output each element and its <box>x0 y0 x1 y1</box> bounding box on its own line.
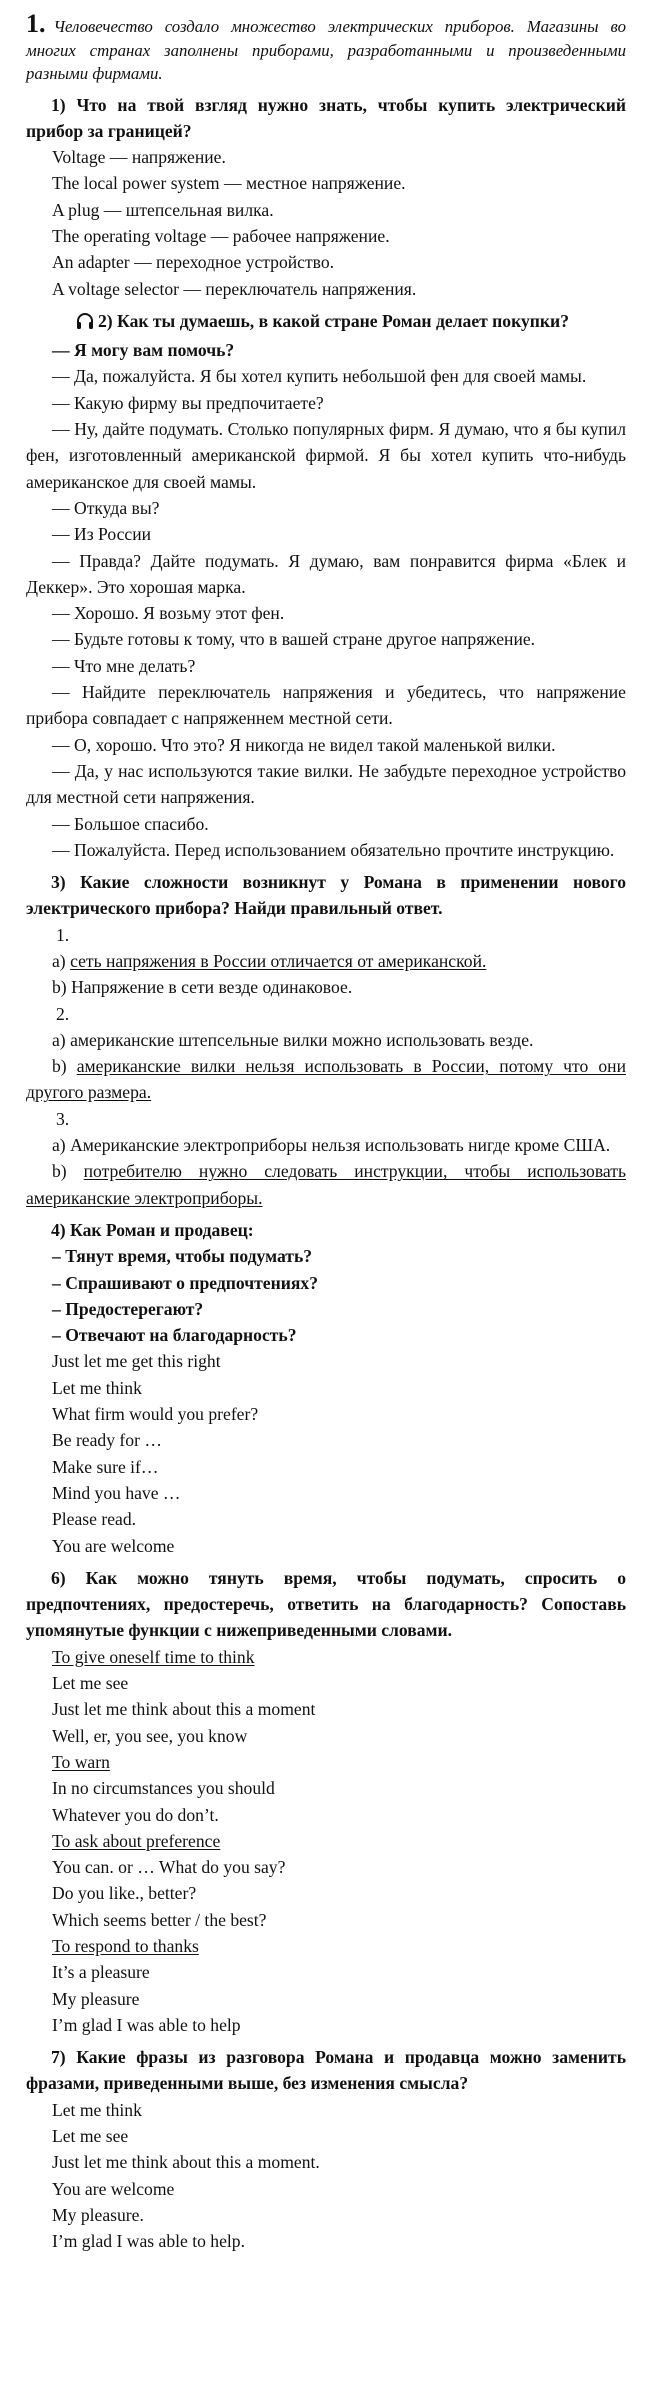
answer-option <box>26 1132 626 1158</box>
phrase-line: Be ready for … <box>52 1430 162 1451</box>
glossary-line: The operating voltage — рабочее напряжение. <box>52 225 390 246</box>
dialogue-line: — Найдите переключатель напряжения и убедитесь, что напряжение прибора совпадает с напряженнем местной сети. <box>26 682 626 729</box>
phrase-line: What firm would you prefer? <box>52 1404 259 1425</box>
function-subtitle: – Тянут время, чтобы подумать? <box>52 1246 313 1267</box>
glossary-line: An adapter — переходное устройство. <box>52 252 335 273</box>
glossary-line: The local power system — местное напряжение. <box>52 173 406 194</box>
answer-option <box>26 948 626 974</box>
phrase-line: Do you like., better? <box>52 1883 197 1904</box>
question-6-title: 6) Как можно тянуть время, чтобы подумать, спросить о предпочтениях, предостеречь, ответить на благодарность? Сопоставь упомянутые функции с нижеприведенными словами. <box>26 1567 626 1641</box>
dialogue-line: — О, хорошо. Что это? Я никогда не видел такой маленькой вилки. <box>52 734 556 755</box>
phrase-line: You are welcome <box>52 1535 175 1556</box>
dialogue-line: — Да, пожалуйста. Я бы хотел купить небольшой фен для своей мамы. <box>52 366 587 387</box>
question-1-title: 1) Что на твой взгляд нужно знать, чтобы купить электрический прибор за границей? <box>26 94 626 141</box>
question-2-title: 2) Как ты думаешь, в какой стране Роман делает покупки? <box>98 310 569 331</box>
dialogue-line: — Что мне делать? <box>52 655 196 676</box>
dialogue-line: — Ну, дайте подумать. Столько популярных фирм. Я думаю, что я бы купил фен, изготовленный американской фирмой. Я бы хотел купить что-нибудь американское для своей мамы. <box>26 419 626 492</box>
exercise-number: 1. <box>26 9 46 38</box>
phrase-line: I’m glad I was able to help <box>52 2014 241 2035</box>
function-subtitle: – Отвечают на благодарность? <box>52 1325 297 1346</box>
dialogue-line: — Большое спасибо. <box>52 813 209 834</box>
option-prefix: b) <box>52 1161 67 1182</box>
answer-option <box>26 1158 626 1211</box>
phrase-line: Whatever you do don’t. <box>52 1804 219 1825</box>
option-group-number: 2. <box>56 1003 70 1024</box>
option-text: Напряжение в сети везде одинаковое. <box>71 977 353 998</box>
phrase-line: Please read. <box>52 1509 137 1530</box>
option-text-correct: потребителю нужно следовать инструкции, чтобы использовать американские электроприборы. <box>26 1161 626 1208</box>
phrase-line: Let me think <box>52 2099 142 2120</box>
question-4-title: 4) Как Роман и продавец: <box>51 1219 254 1240</box>
phrase-line: It’s a pleasure <box>52 1962 150 1983</box>
function-heading: To ask about preference <box>52 1830 221 1851</box>
phrase-line: My pleasure. <box>52 2204 144 2225</box>
option-prefix: a) <box>52 951 66 971</box>
option-group-number: 3. <box>56 1108 70 1129</box>
phrase-line: I’m glad I was able to help. <box>52 2231 245 2252</box>
phrase-line: Which seems better / the best? <box>52 1909 267 1930</box>
phrase-line: Just let me think about this a moment. <box>52 2152 320 2173</box>
dialogue-line: — Будьте готовы к тому, что в вашей стране другое напряжение. <box>52 629 536 650</box>
dialogue-line: — Я могу вам помочь? <box>52 340 235 361</box>
phrase-line: Let me see <box>52 2126 129 2147</box>
exercise-intro <box>26 9 626 86</box>
dialogue-line: — Пожалуйста. Перед использованием обязательно прочтите инструкцию. <box>52 839 615 860</box>
option-text: Американские электроприборы нельзя использовать нигде кроме США. <box>70 1135 611 1156</box>
phrase-line: In no circumstances you should <box>52 1778 275 1799</box>
dialogue-line: — Откуда вы? <box>52 497 160 518</box>
function-subtitle: – Спрашивают о предпочтениях? <box>52 1272 318 1293</box>
glossary-line: Voltage — напряжение. <box>52 147 226 168</box>
option-prefix: a) <box>52 1135 66 1156</box>
phrase-line: Just let me think about this a moment <box>52 1699 316 1720</box>
option-text-correct: американские вилки нельзя использовать в России, потому что они другого размера. <box>26 1056 626 1103</box>
question-3-title: 3) Какие сложности возникнут у Романа в применении нового электрического прибора? Найди правильный ответ. <box>26 872 626 919</box>
glossary-line: A voltage selector — переключатель напряжения. <box>52 278 417 299</box>
option-text: американские штепсельные вилки можно использовать везде. <box>70 1029 534 1050</box>
answer-option <box>26 1027 626 1053</box>
function-subtitle: – Предостерегают? <box>52 1298 204 1319</box>
answer-option <box>26 1053 626 1106</box>
phrase-line: My pleasure <box>52 1988 140 2009</box>
option-prefix: b) <box>52 977 67 998</box>
dialogue-line: — Да, у нас используются такие вилки. Не забудьте переходное устройство для местной сети напряжения. <box>26 760 626 808</box>
dialogue-line: — Из России <box>52 524 152 545</box>
dialogue-line: — Какую фирму вы предпочитаете? <box>52 392 324 413</box>
phrase-line: Mind you have … <box>52 1482 181 1503</box>
option-group-number: 1. <box>56 924 70 945</box>
function-heading: To give oneself time to think <box>52 1646 255 1667</box>
dialogue-line: — Правда? Дайте подумать. Я думаю, вам понравится фирма «Блек и Деккер». Это хорошая марка. <box>26 550 626 597</box>
phrase-line: You can. or … What do you say? <box>52 1857 286 1878</box>
phrase-line: Let me think <box>52 1377 142 1398</box>
glossary-line: A plug — штепсельная вилка. <box>52 199 274 220</box>
intro-text: Человечество создало множество электрических приборов. Магазины во многих странах заполнены приборами, разработанными и произведенными разными фирмами. <box>26 17 626 83</box>
dialogue-line: — Хорошо. Я возьму этот фен. <box>52 603 285 624</box>
phrase-line: Let me see <box>52 1673 129 1694</box>
phrase-line: Make sure if… <box>52 1456 159 1477</box>
question-7-title: 7) Какие фразы из разговора Романа и продавца можно заменить фразами, приведенными выше, без изменения смысла? <box>26 2047 626 2094</box>
question-2 <box>26 308 626 337</box>
headphones-icon <box>51 311 94 337</box>
answer-option <box>26 974 626 1000</box>
phrase-line: Well, er, you see, you know <box>52 1725 248 1746</box>
function-heading: To respond to thanks <box>52 1935 199 1956</box>
option-prefix: a) <box>52 1029 66 1050</box>
option-prefix: b) <box>52 1056 67 1077</box>
function-heading: To warn <box>52 1751 110 1772</box>
phrase-line: You are welcome <box>52 2178 175 2199</box>
phrase-line: Just let me get this right <box>52 1351 221 1372</box>
page <box>26 0 626 2255</box>
option-text-correct: сеть напряжения в России отличается от американской. <box>70 951 487 971</box>
